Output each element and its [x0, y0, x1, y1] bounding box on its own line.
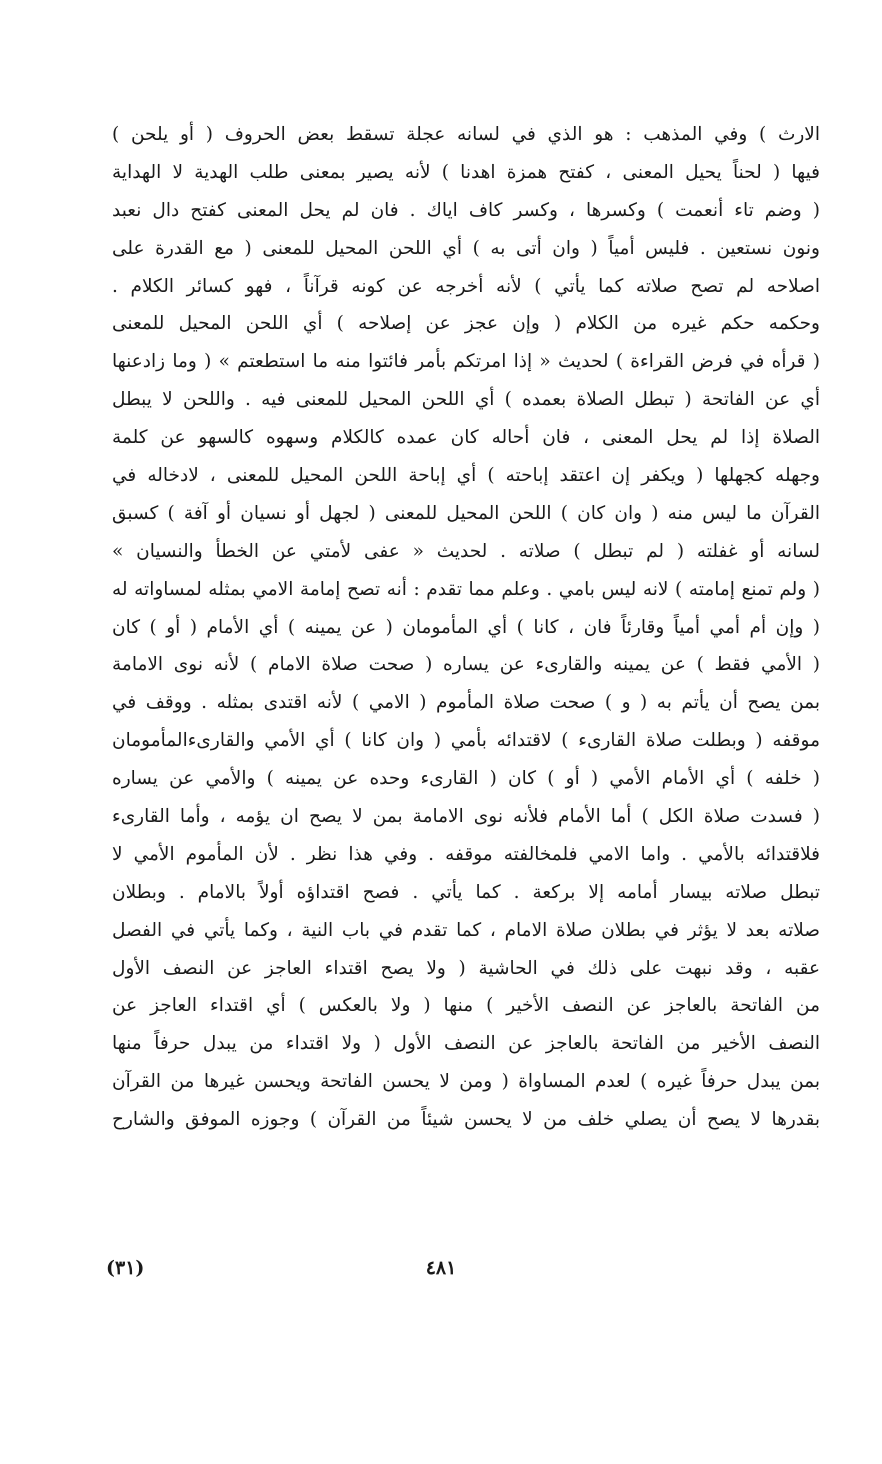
- text-line: وحكمه حكم غيره من الكلام ( وإن عجز عن إصلاحه ) أي اللحن المحيل للمعنى: [112, 313, 820, 335]
- body-text: [112, 116, 820, 1139]
- text-line: ( وإن أم أمي أمياً وقارئاً فان ، كانا ) أي المأمومان ( عن يمينه ) أي الأمام ( أو ) كان: [112, 616, 820, 638]
- text-line: لسانه أو غفلته ( لم تبطل ) صلاته . لحديث « عفى لأمتي عن الخطأ والنسيان »: [112, 540, 820, 562]
- text-line: ( ولم تمنع إمامته ) لانه ليس بامي . وعلم مما تقدم : أنه تصح إمامة الامي بمثله لمساواته له: [112, 578, 820, 600]
- text-line: ( وضم تاء أنعمت ) وكسرها ، وكسر كاف اياك . فان لم يحل المعنى كفتح دال نعبد: [112, 199, 820, 221]
- text-line: فلاقتدائه بالأمي . واما الامي فلمخالفته موقفه . وفي هذا نظر . لأن المأموم الأمي لا: [112, 843, 820, 865]
- text-line: القرآن ما ليس منه ( وان كان ) اللحن المحيل للمعنى ( لجهل أو نسيان أو آفة ) كسبق: [112, 502, 820, 524]
- text-line: اصلاحه لم تصح صلاته كما يأتي ) لأنه أخرجه عن كونه قرآناً ، فهو كسائر الكلام .: [112, 275, 820, 297]
- text-line: من الفاتحة بالعاجز عن النصف الأخير ) منها ( ولا بالعكس ) أي اقتداء العاجز عن: [112, 995, 820, 1017]
- text-line: فيها ( لحناً يحيل المعنى ، كفتح همزة اهدنا ) لأنه يصير بمعنى طلب الهدية لا الهداية: [112, 161, 820, 183]
- text-line: صلاته بعد لا يؤثر في بطلان صلاة الامام ، كما تقدم في باب النية ، وكما يأتي في الفصل: [112, 919, 820, 941]
- text-line: الارث ) وفي المذهب : هو الذي في لسانه عجلة تسقط بعض الحروف ( أو يلحن ): [112, 124, 820, 145]
- text-line: الصلاة إذا لم يحل المعنى ، فان أحاله كان عمده كالكلام وسهوه كالسهو عن كلمة: [112, 427, 820, 449]
- text-line: أي عن الفاتحة ( تبطل الصلاة بعمده ) أي اللحن المحيل للمعنى فيه . واللحن لا يبطل: [112, 389, 820, 411]
- text-line: ( قرأه في فرض القراءة ) لحديث « إذا امرتكم بأمر فائتوا منه ما استطعتم » ( وما زادعنها: [112, 351, 820, 373]
- text-line: ونون نستعين . فليس أمياً ( وان أتى به ) أي اللحن المحيل للمعنى ( مع القدرة على: [112, 237, 820, 259]
- text-line: بمن يبدل حرفاً غيره ) لعدم المساواة ( ومن لا يحسن الفاتحة ويحسن غيرها من القرآن: [112, 1071, 820, 1093]
- text-line: بقدرها لا يصح أن يصلي خلف من لا يحسن شيئاً من القرآن ) وجوزه الموفق والشارح: [112, 1109, 820, 1131]
- signature-mark: (٣١): [106, 1257, 145, 1279]
- page-footer: [0, 1250, 882, 1286]
- text-line: وجهله كجهلها ( ويكفر إن اعتقد إباحته ) أي إباحة اللحن المحيل للمعنى ، لادخاله في: [112, 465, 820, 487]
- text-line: تبطل صلاته بيسار أمامه إلا بركعة . كما يأتي . فصح اقتداؤه أولاً بالامام . وبطلان: [112, 881, 820, 903]
- page-number: ٤٨١: [425, 1257, 457, 1279]
- text-line: ( الأمي فقط ) عن يمينه والقارىء عن يساره ( صحت صلاة الامام ) لأنه نوى الامامة: [112, 654, 820, 676]
- text-line: موقفه ( وبطلت صلاة القارىء ) لاقتدائه بأمي ( وان كانا ) أي الأمي والقارىءالمأمومان: [112, 730, 820, 752]
- text-line: ( فسدت صلاة الكل ) أما الأمام فلأنه نوى الامامة بمن لا يصح ان يؤمه ، وأما القارىء: [112, 806, 820, 828]
- text-line: بمن يصح أن يأتم به ( و ) صحت صلاة المأموم ( الامي ) لأنه اقتدى بمثله . ووقف في: [112, 692, 820, 714]
- text-line: النصف الأخير من الفاتحة بالعاجز عن النصف الأول ( ولا اقتداء من يبدل حرفاً منها: [112, 1033, 820, 1055]
- text-line: ( خلفه ) أي الأمام الأمي ( أو ) كان ( القارىء وحده عن يمينه ) والأمي عن يساره: [112, 768, 820, 790]
- text-line: عقبه ، وقد نبهت على ذلك في الحاشية ( ولا يصح اقتداء العاجز عن النصف الأول: [112, 957, 820, 979]
